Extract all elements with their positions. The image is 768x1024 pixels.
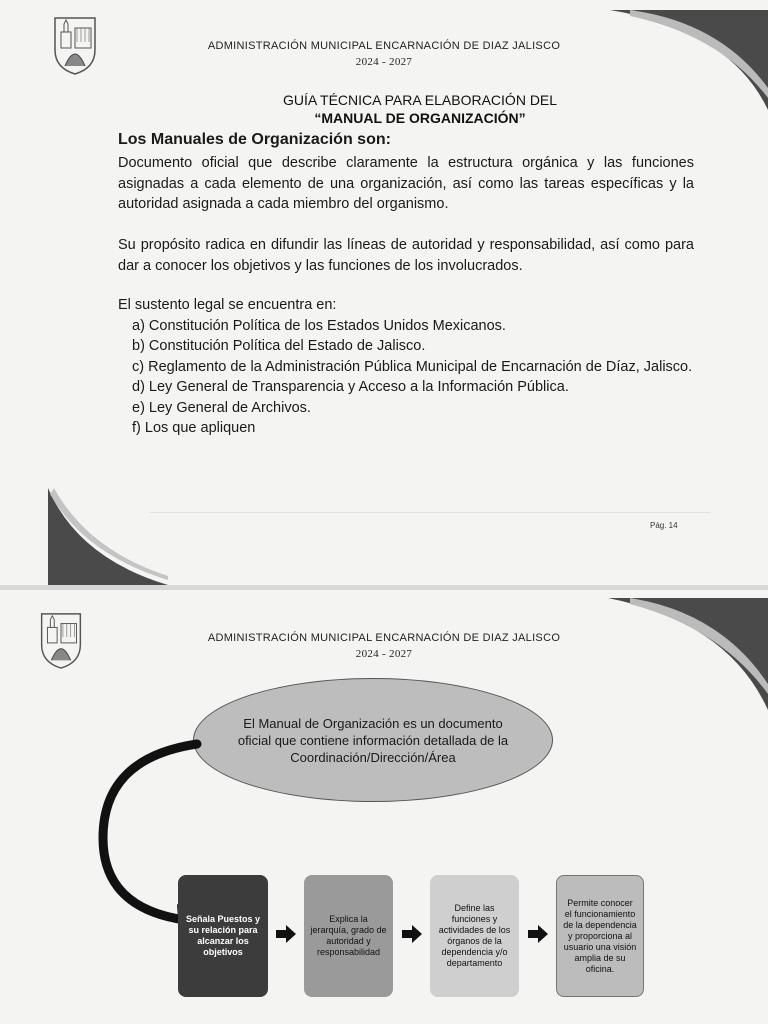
paragraph-definition: Documento oficial que describe claramente la estructura orgánica y las funciones asignadas a cada elemento de una organización, así como las tareas específicas y la autoridad asignada a cada miembro del organismo.	[118, 155, 694, 212]
header-period: 2024 - 2027	[355, 648, 413, 660]
legal-basis-list	[118, 295, 692, 439]
header-period: 2024 - 2027	[355, 56, 413, 68]
list-item: e) Ley General de Archivos.	[132, 399, 311, 416]
right-arrow-icon	[276, 925, 296, 943]
document-title	[0, 92, 768, 126]
step-box-positions: Señala Puestos y su relación para alcanzar los objetivos	[178, 875, 268, 997]
title-line-1: GUÍA TÉCNICA PARA ELABORACIÓN DEL	[282, 92, 558, 108]
title-line-2: “MANUAL DE ORGANIZACIÓN”	[314, 110, 526, 126]
list-item: c) Reglamento de la Administración Pública Municipal de Encarnación de Díaz, Jalisco.	[132, 358, 693, 375]
corner-swoosh-bottom	[48, 488, 168, 585]
step-box-functions: Define las funciones y actividades de los órganos de la dependencia y/o departamento	[430, 875, 519, 997]
header-title: ADMINISTRACIÓN MUNICIPAL ENCARNACIÓN DE DIAZ JALISCO	[207, 40, 561, 52]
step-box-operation: Permite conocer el funcionamiento de la dependencia y proporciona al usuario una visión amplia de su oficina.	[556, 875, 644, 997]
list-item: a) Constitución Política de los Estados Unidos Mexicanos.	[132, 317, 506, 334]
step-box-hierarchy: Explica la jerarquía, grado de autoridad y responsabilidad	[304, 875, 393, 997]
footer-divider	[150, 512, 710, 513]
list-item: b) Constitución Política del Estado de Jalisco.	[132, 338, 426, 354]
manual-definition-ellipse: El Manual de Organización es un documento oficial que contiene información detallada de la Coordinación/Dirección/Área	[193, 678, 553, 802]
list-item: d) Ley General de Transparencia y Acceso a la Información Pública.	[132, 379, 569, 395]
page-number: Pág. 14	[650, 521, 678, 530]
corner-swoosh-top	[608, 598, 768, 710]
header-title: ADMINISTRACIÓN MUNICIPAL ENCARNACIÓN DE DIAZ JALISCO	[207, 632, 561, 644]
right-arrow-icon	[402, 925, 422, 943]
right-arrow-icon	[528, 925, 548, 943]
paragraph-purpose: Su propósito radica en difundir las líneas de autoridad y responsabilidad, así como para dar a conocer los objetivos y las funciones de los involucrados.	[118, 237, 694, 274]
legal-intro: El sustento legal se encuentra en:	[118, 297, 337, 313]
page-15	[0, 590, 768, 1024]
list-item: f) Los que apliquen	[132, 420, 256, 436]
section-heading: Los Manuales de Organización son:	[118, 131, 391, 148]
